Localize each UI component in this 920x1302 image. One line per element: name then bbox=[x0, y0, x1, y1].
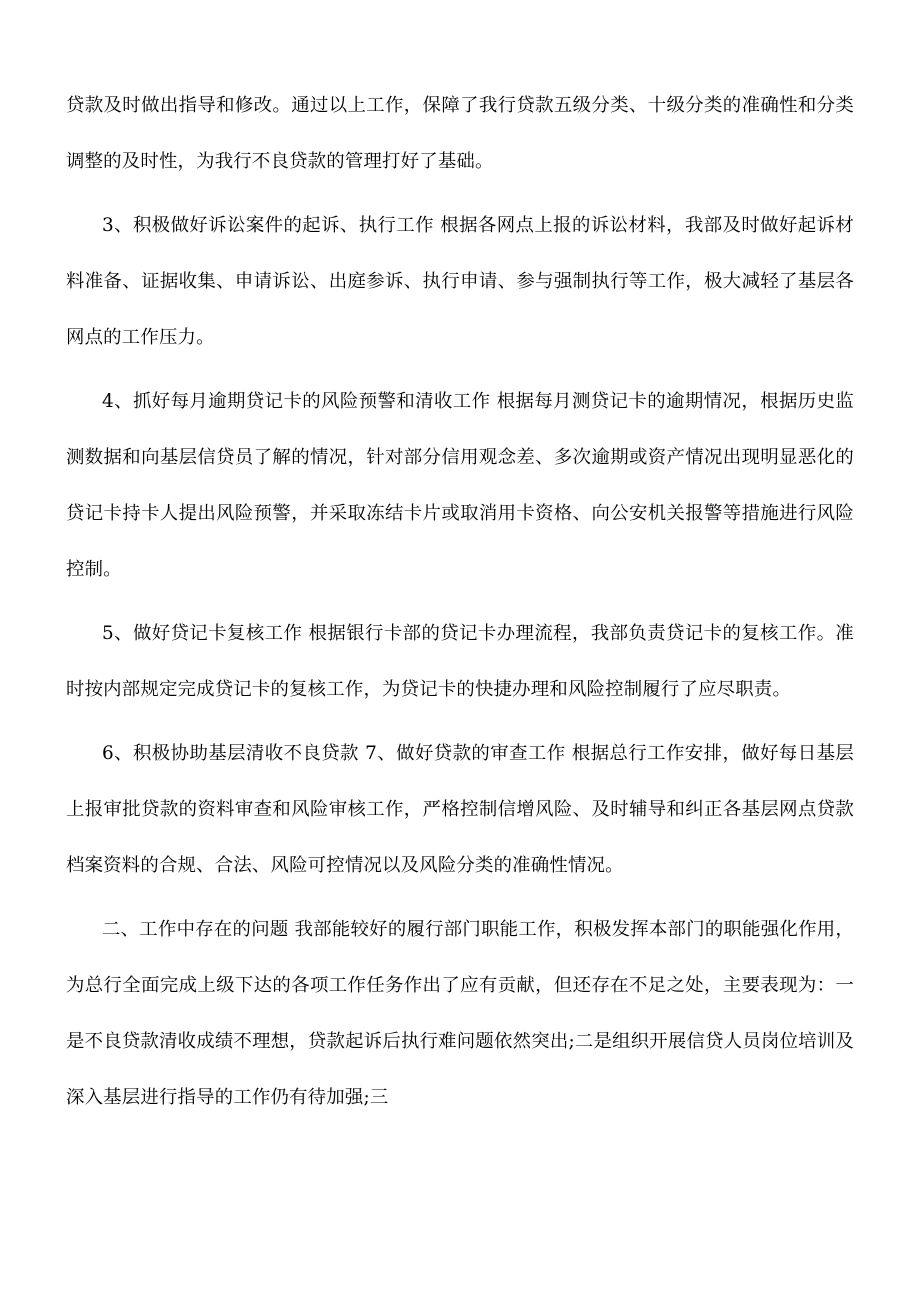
paragraph-section-2: 二、工作中存在的问题 我部能较好的履行部门职能工作，积极发挥本部门的职能强化作用，为总行全面完成上级下达的各项工作任务作出了应有贡献，但还存在不足之处，主要表现为：一是不良贷款清收成绩不理想，贷款起诉后执行难问题依然突出;二是组织开展信贷人员岗位培训及深入基层进行指导的工作仍有待加强;三 bbox=[66, 919, 854, 1108]
paragraph-item-5: 5、做好贷记卡复核工作 根据银行卡部的贷记卡办理流程，我部负责贷记卡的复核工作。准时按内部规定完成贷记卡的复核工作，为贷记卡的快捷办理和风险控制履行了应尽职责。 bbox=[66, 623, 854, 700]
document-body bbox=[66, 78, 854, 1134]
paragraph-item-3: 3、积极做好诉讼案件的起诉、执行工作 根据各网点上报的诉讼材料，我部及时做好起诉材料准备、证据收集、申请诉讼、出庭参诉、执行申请、参与强制执行等工作，极大减轻了基层各网点的工作压力。 bbox=[66, 215, 854, 348]
paragraph-continuation: 贷款及时做出指导和修改。通过以上工作，保障了我行贷款五级分类、十级分类的准确性和分类调整的及时性，为我行不良贷款的管理打好了基础。 bbox=[66, 95, 854, 172]
paragraph-item-4: 4、抓好每月逾期贷记卡的风险预警和清收工作 根据每月测贷记卡的逾期情况，根据历史监测数据和向基层信贷员了解的情况，针对部分信用观念差、多次逾期或资产情况出现明显恶化的贷记卡持卡人提出风险预警，并采取冻结卡片或取消用卡资格、向公安机关报警等措施进行风险控制。 bbox=[66, 391, 854, 580]
paragraph-item-6-7: 6、积极协助基层清收不良贷款 7、做好贷款的审查工作 根据总行工作安排，做好每日基层上报审批贷款的资料审查和风险审核工作，严格控制信增风险、及时辅导和纠正各基层网点贷款档案资料的合规、合法、风险可控情况以及风险分类的准确性情况。 bbox=[66, 743, 854, 876]
